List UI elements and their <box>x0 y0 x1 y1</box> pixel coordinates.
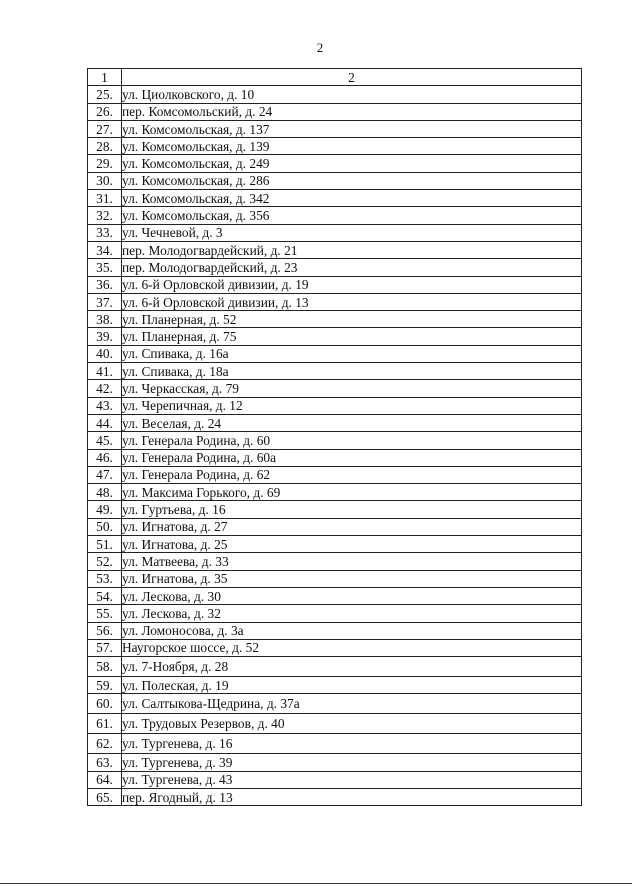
row-address: ул. Игнатова, д. 27 <box>122 518 582 535</box>
row-number: 32. <box>88 207 122 224</box>
row-number: 41. <box>88 363 122 380</box>
row-number: 61. <box>88 714 122 734</box>
table-row <box>88 677 582 694</box>
row-number: 65. <box>88 788 122 805</box>
row-number: 48. <box>88 484 122 501</box>
table-row <box>88 501 582 518</box>
row-number: 54. <box>88 587 122 604</box>
row-address: ул. Тургенева, д. 39 <box>122 754 582 771</box>
table-row <box>88 380 582 397</box>
row-address: ул. Веселая, д. 24 <box>122 414 582 431</box>
table-row <box>88 639 582 656</box>
row-address: ул. 6-й Орловской дивизии, д. 19 <box>122 276 582 293</box>
row-address: ул. Спивака, д. 18а <box>122 363 582 380</box>
row-address: ул. Трудовых Резервов, д. 40 <box>122 714 582 734</box>
table-row <box>88 466 582 483</box>
row-address: ул. Игнатова, д. 25 <box>122 536 582 553</box>
row-address: ул. Черкасская, д. 79 <box>122 380 582 397</box>
table-row <box>88 190 582 207</box>
row-number: 46. <box>88 449 122 466</box>
table-row <box>88 138 582 155</box>
table-row <box>88 553 582 570</box>
table-row <box>88 518 582 535</box>
row-number: 59. <box>88 677 122 694</box>
table-row <box>88 120 582 137</box>
row-number: 42. <box>88 380 122 397</box>
row-address: ул. Циолковского, д. 10 <box>122 86 582 103</box>
row-number: 56. <box>88 622 122 639</box>
row-number: 28. <box>88 138 122 155</box>
bottom-rule <box>0 883 632 884</box>
row-number: 45. <box>88 432 122 449</box>
row-number: 34. <box>88 241 122 258</box>
row-address: ул. Лескова, д. 32 <box>122 605 582 622</box>
row-number: 51. <box>88 536 122 553</box>
table-row <box>88 788 582 805</box>
row-address: ул. Черепичная, д. 12 <box>122 397 582 414</box>
table-row <box>88 103 582 120</box>
row-number: 35. <box>88 259 122 276</box>
row-number: 39. <box>88 328 122 345</box>
table-row <box>88 241 582 258</box>
table-row <box>88 536 582 553</box>
row-number: 29. <box>88 155 122 172</box>
row-number: 40. <box>88 345 122 362</box>
row-address: ул. Комсомольская, д. 342 <box>122 190 582 207</box>
row-number: 37. <box>88 293 122 310</box>
table-row <box>88 734 582 754</box>
row-number: 36. <box>88 276 122 293</box>
table-row <box>88 570 582 587</box>
page-number: 2 <box>316 40 324 55</box>
table-row <box>88 694 582 714</box>
row-number: 55. <box>88 605 122 622</box>
header-cell-address: 2 <box>122 69 582 86</box>
row-address: ул. Лескова, д. 30 <box>122 587 582 604</box>
table-row <box>88 311 582 328</box>
row-address: ул. Гуртьева, д. 16 <box>122 501 582 518</box>
row-number: 47. <box>88 466 122 483</box>
row-address: пер. Молодогвардейский, д. 21 <box>122 241 582 258</box>
table-row <box>88 328 582 345</box>
table-row <box>88 484 582 501</box>
table-body <box>88 86 582 806</box>
table-row <box>88 414 582 431</box>
row-address: ул. Ломоносова, д. 3а <box>122 622 582 639</box>
row-number: 25. <box>88 86 122 103</box>
table-header <box>88 69 582 86</box>
table-row <box>88 397 582 414</box>
table-row <box>88 276 582 293</box>
table-row <box>88 259 582 276</box>
address-table <box>87 68 582 806</box>
row-address: ул. Тургенева, д. 16 <box>122 734 582 754</box>
row-number: 26. <box>88 103 122 120</box>
row-number: 63. <box>88 754 122 771</box>
table-row <box>88 587 582 604</box>
row-address: ул. Генерала Родина, д. 60 <box>122 432 582 449</box>
row-address: ул. Салтыкова-Щедрина, д. 37а <box>122 694 582 714</box>
row-address: ул. Комсомольская, д. 286 <box>122 172 582 189</box>
row-address: ул. Комсомольская, д. 137 <box>122 120 582 137</box>
row-address: пер. Комсомольский, д. 24 <box>122 103 582 120</box>
table-row <box>88 172 582 189</box>
row-number: 49. <box>88 501 122 518</box>
table-row <box>88 207 582 224</box>
row-number: 52. <box>88 553 122 570</box>
header-cell-number: 1 <box>88 69 122 86</box>
table-row <box>88 714 582 734</box>
row-address: Наугорское шоссе, д. 52 <box>122 639 582 656</box>
table-row <box>88 293 582 310</box>
header-row <box>88 69 582 86</box>
row-number: 33. <box>88 224 122 241</box>
table-row <box>88 449 582 466</box>
row-address: ул. Чечневой, д. 3 <box>122 224 582 241</box>
row-address: пер. Молодогвардейский, д. 23 <box>122 259 582 276</box>
table-row <box>88 771 582 788</box>
row-number: 60. <box>88 694 122 714</box>
table-row <box>88 363 582 380</box>
row-number: 53. <box>88 570 122 587</box>
row-address: ул. Планерная, д. 75 <box>122 328 582 345</box>
row-number: 30. <box>88 172 122 189</box>
row-number: 44. <box>88 414 122 431</box>
table-row <box>88 432 582 449</box>
row-number: 64. <box>88 771 122 788</box>
row-address: ул. Комсомольская, д. 249 <box>122 155 582 172</box>
row-address: ул. Планерная, д. 52 <box>122 311 582 328</box>
row-number: 62. <box>88 734 122 754</box>
row-number: 43. <box>88 397 122 414</box>
row-number: 27. <box>88 120 122 137</box>
row-address: ул. Полеская, д. 19 <box>122 677 582 694</box>
row-address: ул. 6-й Орловской дивизии, д. 13 <box>122 293 582 310</box>
row-address: ул. Тургенева, д. 43 <box>122 771 582 788</box>
table-row <box>88 345 582 362</box>
table-row <box>88 657 582 677</box>
row-address: ул. Генерала Родина, д. 62 <box>122 466 582 483</box>
table-row <box>88 86 582 103</box>
table-row <box>88 754 582 771</box>
row-address: ул. Игнатова, д. 35 <box>122 570 582 587</box>
row-address: ул. 7-Ноября, д. 28 <box>122 657 582 677</box>
row-number: 31. <box>88 190 122 207</box>
row-address: ул. Матвеева, д. 33 <box>122 553 582 570</box>
row-number: 57. <box>88 639 122 656</box>
table-row <box>88 605 582 622</box>
row-number: 50. <box>88 518 122 535</box>
row-address: ул. Генерала Родина, д. 60а <box>122 449 582 466</box>
row-address: ул. Комсомольская, д. 356 <box>122 207 582 224</box>
table-row <box>88 155 582 172</box>
row-number: 38. <box>88 311 122 328</box>
row-address: ул. Комсомольская, д. 139 <box>122 138 582 155</box>
row-address: пер. Ягодный, д. 13 <box>122 788 582 805</box>
table-row <box>88 622 582 639</box>
row-address: ул. Спивака, д. 16а <box>122 345 582 362</box>
row-address: ул. Максима Горького, д. 69 <box>122 484 582 501</box>
table-row <box>88 224 582 241</box>
row-number: 58. <box>88 657 122 677</box>
